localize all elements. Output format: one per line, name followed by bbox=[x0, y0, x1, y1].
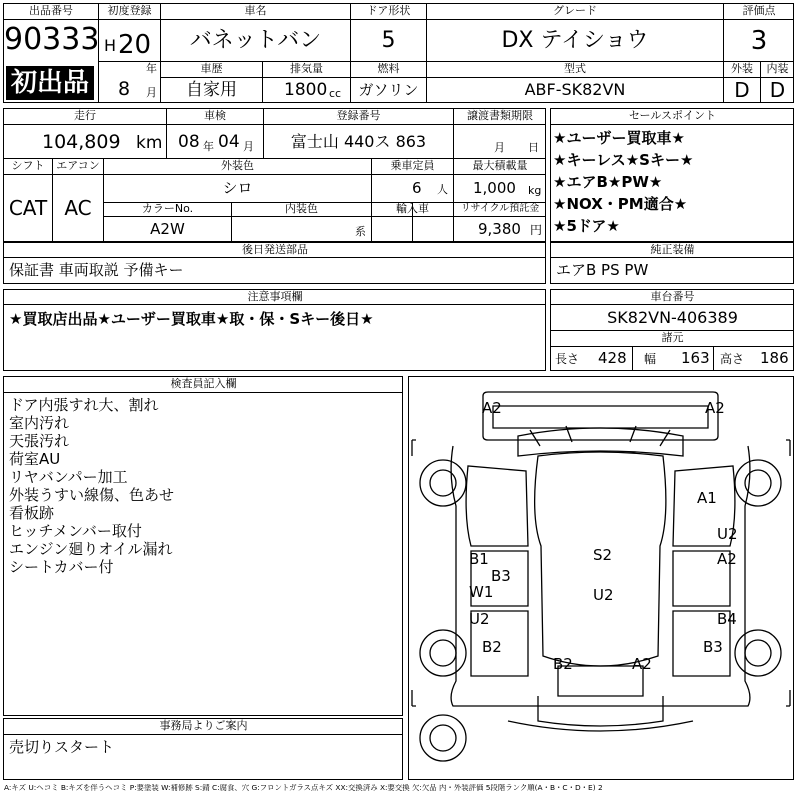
mileage-value: 104,809 bbox=[42, 131, 121, 153]
inspector-line: シートカバー付 bbox=[9, 558, 114, 576]
grade-label: グレード bbox=[553, 4, 597, 17]
chassis-label: 車台番号 bbox=[650, 290, 695, 303]
inspection-year: 08 bbox=[178, 132, 200, 152]
legend-footer: A:キズ U:ヘコミ B:キズを伴うヘコミ P:要塗装 W:補修跡 S:錆 C:腐食、穴 G:フロントガラス点キズ XX:交換済み X:要交換 欠:欠品 内・外装評価 5段階ランク順(A・B・C・D・E) 2 bbox=[4, 784, 603, 792]
fuel-label: 燃料 bbox=[377, 62, 400, 75]
transfer-day-unit: 日 bbox=[528, 141, 539, 154]
interior-grade: D bbox=[769, 78, 786, 102]
inspector-line: 天張汚れ bbox=[9, 432, 70, 450]
model-name: バネットバン bbox=[189, 28, 322, 53]
damage-mark: B3 bbox=[703, 638, 723, 656]
capacity-unit: 人 bbox=[437, 183, 448, 196]
recycle-unit: 円 bbox=[530, 223, 543, 237]
score-value: 3 bbox=[750, 26, 768, 56]
recycle-label: リサイクル預託金 bbox=[460, 203, 540, 214]
inspector-line: ヒッチメンバー取付 bbox=[9, 522, 142, 540]
color-no-label: カラーNo. bbox=[141, 202, 194, 215]
exterior-grade-label: 外装 bbox=[731, 62, 753, 75]
damage-mark: U2 bbox=[593, 586, 614, 604]
damage-mark: A2 bbox=[705, 399, 725, 417]
capacity-value: 6 bbox=[412, 179, 422, 197]
selling-point: ★5ドア★ bbox=[553, 217, 620, 235]
office-notes-label: 事務局よりご案内 bbox=[159, 719, 248, 732]
damage-mark: B1 bbox=[469, 550, 489, 568]
max-load-label: 最大積載量 bbox=[472, 159, 528, 172]
lot-number: 90333 bbox=[4, 22, 100, 57]
selling-points-label: セールスポイント bbox=[628, 109, 716, 122]
displacement-unit: cc bbox=[329, 87, 342, 100]
dimensions-label: 諸元 bbox=[661, 331, 684, 344]
damage-mark: S2 bbox=[593, 546, 613, 564]
chassis-value: SK82VN-406389 bbox=[607, 308, 738, 327]
inspector-line: 室内汚れ bbox=[9, 414, 70, 432]
score-label: 評価点 bbox=[742, 4, 776, 17]
inspection-year-unit: 年 bbox=[203, 140, 214, 153]
fuel-value: ガソリン bbox=[358, 81, 419, 99]
height-label: 高さ bbox=[720, 352, 745, 366]
equipment-label: 純正装備 bbox=[650, 243, 695, 256]
interior-grade-label: 内装 bbox=[766, 62, 789, 75]
first-reg-label: 初度登録 bbox=[107, 4, 152, 17]
history-value: 自家用 bbox=[186, 80, 237, 100]
inspector-label: 検査員記入欄 bbox=[170, 377, 237, 390]
length-value: 428 bbox=[598, 349, 627, 367]
mileage-label: 走行 bbox=[74, 109, 96, 122]
max-load-unit: kg bbox=[528, 184, 542, 197]
width-label: 幅 bbox=[644, 352, 657, 366]
later-parts-value: 保証書 車両取説 予備キー bbox=[9, 261, 184, 279]
shift-value: CAT bbox=[8, 196, 48, 220]
recycle-value: 9,380 bbox=[478, 220, 521, 238]
inspection-label: 車検 bbox=[204, 109, 226, 122]
damage-mark: W1 bbox=[469, 583, 494, 601]
plate-value: 富士山 440ス 863 bbox=[290, 132, 427, 151]
doors-label: ドア形状 bbox=[366, 4, 411, 17]
first-reg-year: 20 bbox=[118, 30, 152, 60]
damage-mark: U2 bbox=[717, 525, 738, 543]
selling-point: ★NOX・PM適合★ bbox=[553, 195, 688, 213]
office-notes-value: 売切りスタート bbox=[9, 738, 115, 756]
import-label: 輸入車 bbox=[396, 202, 429, 215]
first-reg-year-unit: 年 bbox=[146, 62, 157, 75]
inspector-line: 看板跡 bbox=[9, 504, 55, 522]
transfer-docs-label: 譲渡書類期限 bbox=[467, 109, 533, 122]
capacity-label: 乗車定員 bbox=[390, 159, 435, 172]
first-listing-text: 初出品 bbox=[10, 68, 89, 98]
inspector-line: 外装うすい線傷、色あせ bbox=[9, 486, 175, 504]
inspector-line: リヤバンパー加工 bbox=[9, 468, 128, 486]
grade-value: DX テイショウ bbox=[501, 28, 649, 53]
inspector-line: 荷室AU bbox=[9, 450, 61, 468]
interior-color-unit: 系 bbox=[355, 225, 366, 238]
damage-mark: B2 bbox=[482, 638, 502, 656]
damage-mark: A2 bbox=[717, 550, 737, 568]
ac-value: AC bbox=[64, 196, 92, 220]
interior-color-label: 内装色 bbox=[285, 202, 318, 215]
model-code-label: 型式 bbox=[564, 62, 586, 75]
first-reg-month: 8 bbox=[118, 78, 131, 100]
mileage-unit: km bbox=[136, 133, 163, 153]
doors-value: 5 bbox=[381, 28, 396, 53]
damage-mark: B4 bbox=[717, 610, 737, 628]
selling-point: ★キーレス★Sキー★ bbox=[553, 151, 694, 169]
notes-value: ★買取店出品★ユーザー買取車★取・保・Sキー後日★ bbox=[9, 310, 374, 328]
length-label: 長さ bbox=[555, 352, 580, 366]
inspection-month-unit: 月 bbox=[243, 140, 254, 153]
damage-mark: A1 bbox=[697, 489, 717, 507]
first-reg-month-unit: 月 bbox=[146, 86, 157, 99]
later-parts-label: 後日発送部品 bbox=[242, 243, 308, 256]
equipment-value: エアB PS PW bbox=[556, 261, 649, 279]
exterior-grade: D bbox=[734, 78, 750, 102]
color-no-value: A2W bbox=[150, 220, 185, 238]
lot-number-label: 出品番号 bbox=[29, 4, 73, 17]
exterior-color-value: シロ bbox=[222, 179, 253, 197]
exterior-color-label: 外装色 bbox=[221, 159, 254, 172]
vehicle-details-panel bbox=[3, 108, 546, 242]
damage-mark: B3 bbox=[491, 567, 511, 585]
inspection-month: 04 bbox=[218, 132, 240, 152]
transfer-month-unit: 月 bbox=[494, 141, 505, 154]
max-load-value: 1,000 bbox=[473, 179, 516, 197]
shift-label: シフト bbox=[11, 159, 45, 172]
damage-mark: A2 bbox=[482, 399, 502, 417]
plate-label: 登録番号 bbox=[336, 109, 381, 122]
height-value: 186 bbox=[760, 349, 789, 367]
history-label: 車歴 bbox=[200, 62, 223, 75]
selling-point: ★ユーザー買取車★ bbox=[553, 129, 685, 147]
damage-mark: B2 bbox=[553, 655, 573, 673]
inspector-line: ドア内張すれ大、割れ bbox=[9, 396, 159, 414]
width-value: 163 bbox=[681, 349, 710, 367]
model-code-value: ABF-SK82VN bbox=[524, 80, 626, 99]
model-name-label: 車名 bbox=[244, 4, 267, 17]
selling-point: ★エアB★PW★ bbox=[553, 173, 663, 191]
car-outline-diagram bbox=[408, 376, 794, 780]
damage-mark: U2 bbox=[469, 610, 490, 628]
damage-mark: A2 bbox=[632, 655, 652, 673]
displacement-value: 1800 bbox=[284, 80, 328, 100]
first-reg-era: H bbox=[104, 36, 117, 55]
notes-label: 注意事項欄 bbox=[247, 290, 303, 303]
inspector-line: エンジン廻りオイル漏れ bbox=[9, 540, 173, 558]
displacement-label: 排気量 bbox=[290, 62, 323, 75]
ac-label: エアコン bbox=[56, 159, 100, 172]
